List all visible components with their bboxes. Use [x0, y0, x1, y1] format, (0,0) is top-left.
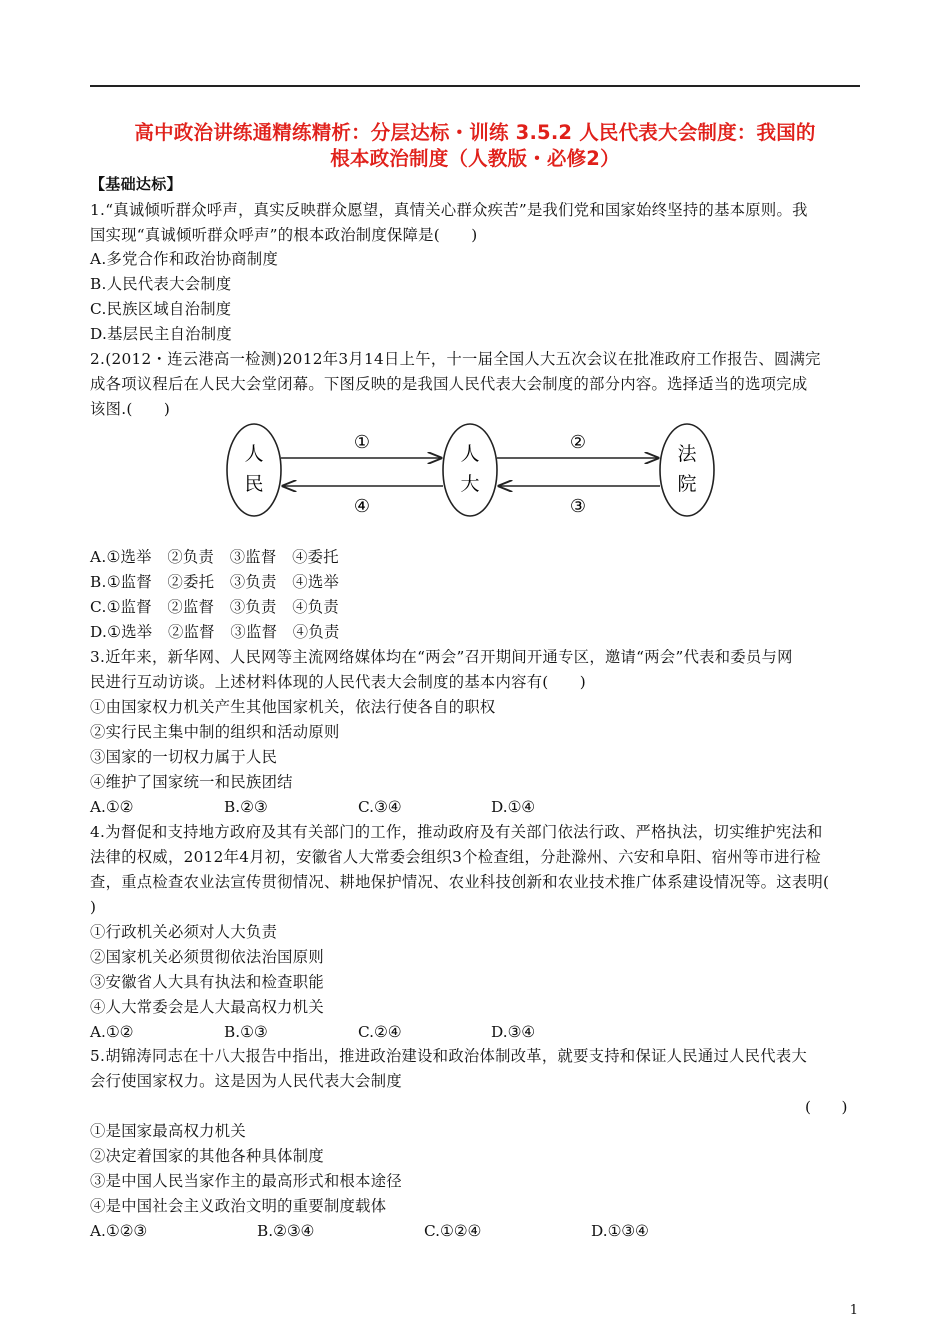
q4-option-b: B.①③ [224, 1023, 268, 1041]
q5-option-a: A.①②③ [90, 1222, 148, 1240]
q4-option-c: C.②④ [358, 1023, 402, 1041]
arrow-label-2: ② [569, 432, 587, 453]
node-court [660, 424, 714, 516]
q1-option-d: D.基层民主自治制度 [90, 325, 232, 343]
q3-option-a: A.①② [90, 798, 134, 816]
q4-item-1: ①行政机关必须对人大负责 [90, 923, 278, 941]
node-people-text-2: 民 [244, 473, 264, 495]
section-heading: 【基础达标】 [90, 175, 182, 193]
q1-option-a: A.多党合作和政治协商制度 [90, 250, 279, 268]
q5-option-b: B.②③④ [257, 1222, 315, 1240]
q4-item-4: ④人大常委会是人大最高权力机关 [90, 998, 324, 1016]
q5-item-4: ④是中国社会主义政治文明的重要制度载体 [90, 1197, 387, 1215]
q5-item-1: ①是国家最高权力机关 [90, 1122, 246, 1140]
q1-stem-line2: 国实现“真诚倾听群众呼声”的根本政治制度保障是( ) [90, 226, 478, 244]
q4-option-a: A.①② [90, 1023, 134, 1041]
q4-item-2: ②国家机关必须贯彻依法治国原则 [90, 948, 324, 966]
people-congress-court-diagram [215, 420, 725, 525]
q4-stem-line2: 法律的权威，2012年4月初，安徽省人大常委会组织3个检查组，分赴滁州、六安和阜阳、宿州等市进行检 [90, 848, 821, 866]
q3-option-b: B.②③ [224, 798, 268, 816]
q2-option-b: B.①监督 ②委托 ③负责 ④选举 [90, 573, 340, 591]
node-court-text-1: 法 [677, 443, 697, 465]
node-people [227, 424, 281, 516]
q1-option-b: B.人民代表大会制度 [90, 275, 232, 293]
q3-option-c: C.③④ [358, 798, 402, 816]
q1-option-c: C.民族区域自治制度 [90, 300, 232, 318]
q4-item-3: ③安徽省人大具有执法和检查职能 [90, 973, 324, 991]
arrow-label-4: ④ [353, 496, 371, 517]
q3-item-1: ①由国家权力机关产生其他国家机关，依法行使各自的职权 [90, 698, 496, 716]
node-congress-text-2: 大 [460, 473, 480, 495]
q2-stem-line2: 成各项议程后在人民大会堂闭幕。下图反映的是我国人民代表大会制度的部分内容。选择适当的选项完成 [90, 375, 808, 393]
q2-stem-line1: 2.(2012・连云港高一检测)2012年3月14日上午，十一届全国人大五次会议在批准政府工作报告、圆满完 [90, 350, 821, 368]
q3-stem-line2: 民进行互动访谈。上述材料体现的人民代表大会制度的基本内容有( ) [90, 673, 587, 691]
q4-stem-line4: ) [90, 898, 97, 916]
q4-stem-line1: 4.为督促和支持地方政府及其有关部门的工作，推动政府及有关部门依法行政、严格执法，切实维护宪法和 [90, 823, 823, 841]
q2-option-a: A.①选举 ②负责 ③监督 ④委托 [90, 548, 339, 566]
q5-answer-parens: ( ) [805, 1098, 848, 1116]
q5-option-d: D.①③④ [591, 1222, 649, 1240]
q3-item-3: ③国家的一切权力属于人民 [90, 748, 278, 766]
page-number: 1 [849, 1303, 858, 1318]
q5-item-3: ③是中国人民当家作主的最高形式和根本途径 [90, 1172, 402, 1190]
q4-stem-line3: 查，重点检查农业法宣传贯彻情况、耕地保护情况、农业科技创新和农业技术推广体系建设情况等。这表明( [90, 873, 830, 891]
q2-stem-line3: 该图.( ) [90, 400, 171, 418]
q2-option-d: D.①选举 ②监督 ③监督 ④负责 [90, 623, 340, 641]
q1-stem-line1: 1.“真诚倾听群众呼声，真实反映群众愿望，真情关心群众疾苦”是我们党和国家始终坚持的基本原则。我 [90, 201, 808, 219]
q5-item-2: ②决定着国家的其他各种具体制度 [90, 1147, 324, 1165]
node-congress [443, 424, 497, 516]
node-court-text-2: 院 [677, 473, 697, 495]
q3-stem-line1: 3.近年来，新华网、人民网等主流网络媒体均在“两会”召开期间开通专区，邀请“两会”代表和委员与网 [90, 648, 793, 666]
header-rule [90, 85, 860, 87]
q3-item-2: ②实行民主集中制的组织和活动原则 [90, 723, 340, 741]
arrow-label-3: ③ [569, 496, 587, 517]
q3-item-4: ④维护了国家统一和民族团结 [90, 773, 293, 791]
q2-option-c: C.①监督 ②监督 ③负责 ④负责 [90, 598, 339, 616]
arrow-label-1: ① [353, 432, 371, 453]
document-title-line2: 根本政治制度（人教版・必修2） [330, 147, 620, 170]
q4-option-d: D.③④ [491, 1023, 536, 1041]
q5-stem-line2: 会行使国家权力。这是因为人民代表大会制度 [90, 1072, 402, 1090]
q3-option-d: D.①④ [491, 798, 536, 816]
node-people-text-1: 人 [244, 443, 264, 465]
q5-stem-line1: 5.胡锦涛同志在十八大报告中指出，推进政治建设和政治体制改革，就要支持和保证人民通过人民代表大 [90, 1047, 808, 1065]
document-title-line1: 高中政治讲练通精练精析：分层达标・训练 3.5.2 人民代表大会制度：我国的 [134, 121, 816, 144]
node-congress-text-1: 人 [460, 443, 480, 465]
q5-option-c: C.①②④ [424, 1222, 482, 1240]
